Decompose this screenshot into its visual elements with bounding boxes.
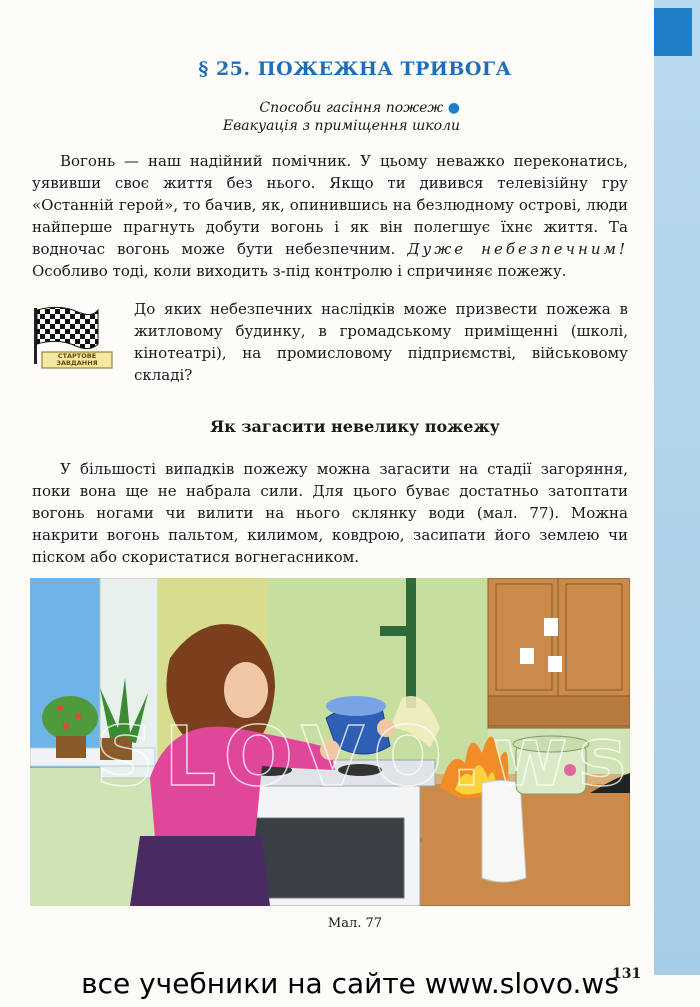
subtopic-2: Евакуація з приміщення школи <box>222 118 460 134</box>
start-task-label: СТАРТОВЕ ЗАВДАННЯ <box>56 352 98 367</box>
subtopic-1: Способи гасіння пожеж ● <box>259 100 460 116</box>
emphasis-text: Дуже небезпечним! <box>407 240 628 258</box>
section-paragraph: У більшості випадків пожежу можна загасити на стадії загоряння, поки вона ще не набрала сили. Для цього буває достатньо затоптати вогонь ногами чи вилити на нього склянку води (мал. 77). Можна накрити вогонь пальтом, килимом, ковдрою, засипати його землею чи піском або скористатися вогнегасником. <box>32 460 628 566</box>
start-task-text: До яких небезпечних наслідків може призвести пожежа в житловому будинку, в громадському приміщенні (школі, кінотеатрі), на промисловому підприємстві, військовому складі? <box>134 300 628 384</box>
footer-banner: все учебники на сайте www.slovo.ws <box>81 967 619 1000</box>
bullet-icon: ● <box>447 100 460 116</box>
intro-paragraph: Вогонь — наш надійний помічник. У цьому неважко переконатись, уявивши своє життя без нього. Якщо ти дивився телевізійну гру «Останній герой», то бачив, як, опинившись на безлюдному острові, люди найперше прагнуть добути вогонь і як він полегшує їхнє життя. Та водночас вогонь може бути небезпечним. Дуже небезпечним! Особливо тоді, коли виходить з-під контролю і спричиняє пожежу. <box>32 152 628 280</box>
watermark-text: SLOVO.ws <box>95 710 637 805</box>
figure-caption: Мал. 77 <box>327 916 383 931</box>
section-title: § 25. ПОЖЕЖНА ТРИВОГА <box>198 58 512 80</box>
subtopics <box>150 99 460 135</box>
start-task-flag-icon <box>30 304 116 370</box>
subsection-heading: Як загасити невелику пожежу <box>210 417 500 436</box>
chapter-tab <box>654 8 692 56</box>
page-number: 131 <box>612 966 642 982</box>
page-edge-strip <box>654 0 700 975</box>
